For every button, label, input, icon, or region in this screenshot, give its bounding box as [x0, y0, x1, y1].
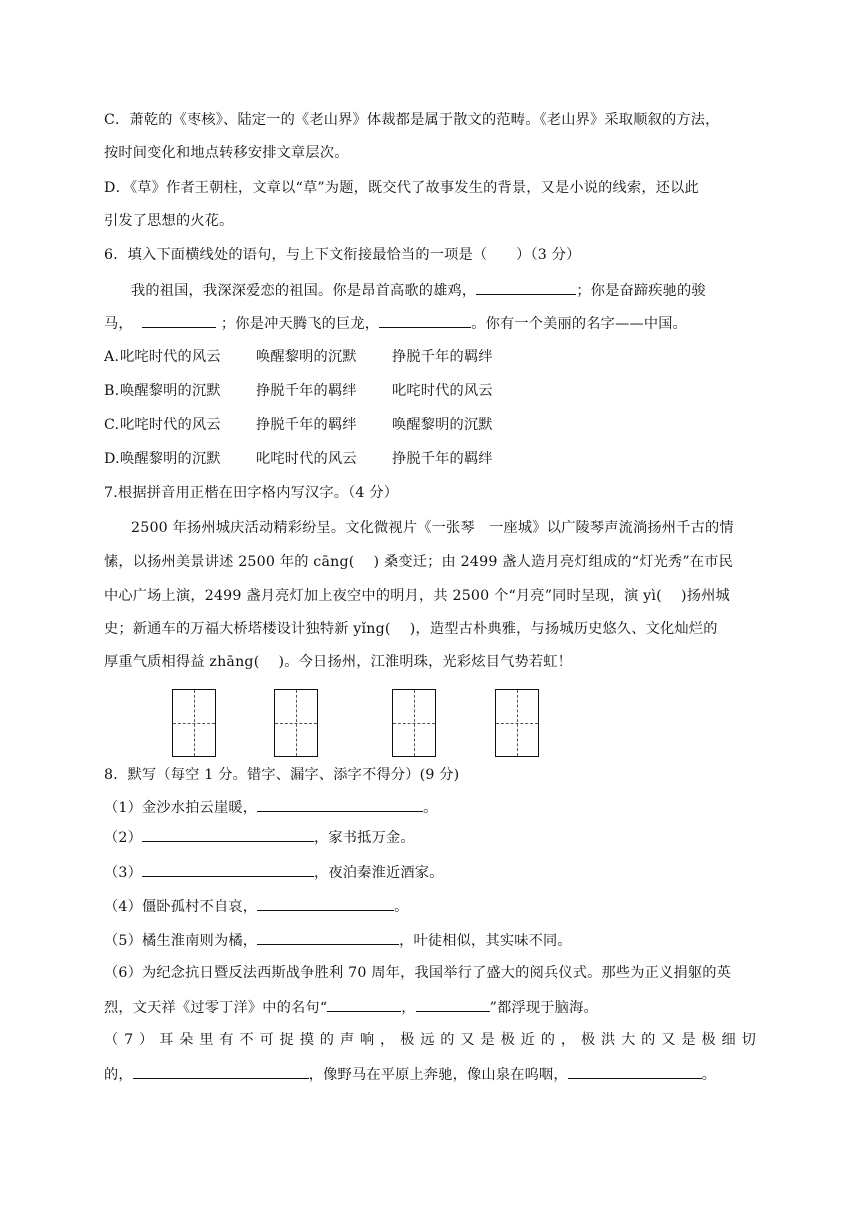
- q6-option-phrase: 挣脱千年的羁绊: [256, 417, 357, 433]
- q8-item-text: 。: [701, 1067, 717, 1083]
- q6-option-c: [104, 415, 493, 435]
- q8-item-text: ，家书抵万金。: [314, 830, 415, 846]
- tianzige-grid-2[interactable]: [274, 689, 318, 757]
- q6-option-phrase: 唤醒黎明的沉默: [120, 451, 221, 467]
- q8-blank-1[interactable]: [257, 797, 423, 812]
- q8-item-text: 。: [394, 899, 409, 915]
- q6-option-d: [104, 449, 493, 469]
- q7-passage-line2: 愫，以扬州美景讲述 2500 年的 cāng( ) 桑变迁；由 2499 盏人造月亮灯组成的“灯光秀”在市民: [104, 554, 733, 570]
- q8-item-6-line2: [104, 997, 598, 1018]
- q8-item-text: （2）: [104, 830, 143, 846]
- q6-option-label: C.: [104, 417, 120, 433]
- q8-item-text: ，像野马在平原上奔驰，像山泉在呜咽，: [308, 1067, 568, 1083]
- q8-item-text: （3）: [104, 865, 143, 881]
- q8-blank-6a[interactable]: [327, 997, 401, 1012]
- q8-blank-6b[interactable]: [416, 997, 490, 1012]
- q6-passage-line2: [104, 313, 687, 334]
- q8-item-1: [104, 797, 438, 818]
- q6-passage-line1: [131, 280, 706, 301]
- q8-blank-5[interactable]: [257, 930, 399, 945]
- q5-option-d-line1: D．《草》作者王朝柱，文章以“草”为题，既交代了故事发生的背景，又是小说的线索，还以此: [104, 180, 699, 196]
- q6-option-a: [104, 347, 493, 367]
- q6-option-phrase: 挣脱千年的羁绊: [256, 383, 357, 399]
- q6-option-label: A.: [104, 349, 120, 365]
- q6-option-phrase: 挣脱千年的羁绊: [392, 349, 493, 365]
- q8-title: 8．默写（每空 1 分。错字、漏字、添字不得分）(9 分): [104, 767, 460, 783]
- q8-item-text: （1）金沙水拍云崖暖，: [104, 800, 258, 816]
- q8-item-3: [104, 862, 444, 883]
- q6-passage-text-e: 。你有一个美丽的名字——中国。: [471, 316, 688, 332]
- q6-option-phrase: 叱咤时代的风云: [120, 417, 221, 433]
- q8-item-text: 。: [423, 800, 438, 816]
- q6-option-phrase: 挣脱千年的羁绊: [392, 451, 493, 467]
- q8-blank-7b[interactable]: [568, 1064, 702, 1079]
- q6-passage-text-a: 我的祖国，我深深爱恋的祖国。你是昂首高歌的雄鸡，: [131, 283, 477, 299]
- q8-item-text: ，夜泊秦淮近酒家。: [314, 865, 444, 881]
- q8-blank-7a[interactable]: [133, 1064, 309, 1079]
- q5-option-d-line2: 引发了思想的火花。: [104, 213, 234, 229]
- q6-option-phrase: 叱咤时代的风云: [120, 349, 221, 365]
- q8-blank-4[interactable]: [257, 896, 394, 911]
- q8-item-text: ”都浮现于脑海。: [489, 1000, 598, 1016]
- q6-option-phrase: 唤醒黎明的沉默: [256, 349, 357, 365]
- q8-item-text: ，叶徒相似，其实味不同。: [399, 933, 572, 949]
- q8-item-text: （5）橘生淮南则为橘，: [104, 933, 258, 949]
- q7-title: 7.根据拼音用正楷在田字格内写汉字。（4 分）: [104, 485, 399, 501]
- q5-option-c-line1: C．萧乾的《枣核》、陆定一的《老山界》体裁都是属于散文的范畴。《老山界》采取顺叙的方法，: [104, 112, 720, 128]
- q6-option-label: B.: [104, 383, 120, 399]
- tianzige-grid-1[interactable]: [172, 689, 216, 757]
- q8-item-6-line1: （6）为纪念抗日暨反法西斯战争胜利 70 周年，我国举行了盛大的阅兵仪式。那些为正义捐躯的英: [104, 965, 731, 981]
- q8-item-text: 的，: [104, 1067, 133, 1083]
- q5-option-c-line2: 按时间变化和地点转移安排文章层次。: [104, 145, 349, 161]
- q6-option-phrase: 唤醒黎明的沉默: [120, 383, 221, 399]
- q6-option-phrase: 叱咤时代的风云: [392, 383, 493, 399]
- q8-blank-2[interactable]: [142, 827, 314, 842]
- q8-item-text: 烈，文天祥《过零丁洋》中的名句“: [104, 1000, 328, 1016]
- q7-passage-line4: 史；新通车的万福大桥塔楼设计独特新 yǐng( )，造型古朴典雅，与扬城历史悠久、文化灿烂的: [104, 621, 718, 637]
- tianzige-grid-3[interactable]: [392, 689, 436, 757]
- q6-blank-1[interactable]: [476, 280, 576, 295]
- q8-item-5: [104, 930, 572, 951]
- q6-title: 6．填入下面横线处的语句，与上下文衔接最恰当的一项是（ ）（3 分）: [104, 247, 581, 263]
- q6-option-phrase: 叱咤时代的风云: [256, 451, 357, 467]
- q8-item-2: [104, 827, 415, 848]
- q6-option-label: D.: [104, 451, 120, 467]
- q6-passage-text-b: ；你是奋蹄疾驰的骏: [576, 283, 706, 299]
- q8-item-7-line2: [104, 1064, 716, 1085]
- q7-passage-line1: 2500 年扬州城庆活动精彩纷呈。文化微视片《一张琴 一座城》以广陵琴声流淌扬州千古的情: [131, 520, 734, 536]
- q8-blank-3[interactable]: [142, 862, 314, 877]
- q6-passage-text-d: ；你是冲天腾飞的巨龙，: [220, 316, 380, 332]
- q8-item-4: [104, 896, 409, 917]
- q8-item-text: ，: [401, 1000, 416, 1016]
- q6-blank-2[interactable]: [142, 313, 216, 328]
- q6-option-b: [104, 381, 493, 401]
- q7-passage-line3: 中心广场上演，2499 盏月亮灯加上夜空中的明月，共 2500 个“月亮”同时呈现，演 yì( )扬州城: [104, 588, 730, 604]
- q8-item-text: （4）僵卧孤村不自哀，: [104, 899, 258, 915]
- tianzige-grid-4[interactable]: [495, 689, 539, 757]
- q6-option-phrase: 唤醒黎明的沉默: [392, 417, 493, 433]
- q7-passage-line5: 厚重气质相得益 zhāng( )。今日扬州，江淮明珠，光彩炫目气势若虹！: [104, 654, 573, 670]
- q6-blank-3[interactable]: [379, 313, 471, 328]
- q6-passage-text-c: 马，: [104, 316, 133, 332]
- q8-item-7-line1: （7）耳朵里有不可捉摸的声响，极远的又是极近的，极洪大的又是极细切: [104, 1032, 756, 1048]
